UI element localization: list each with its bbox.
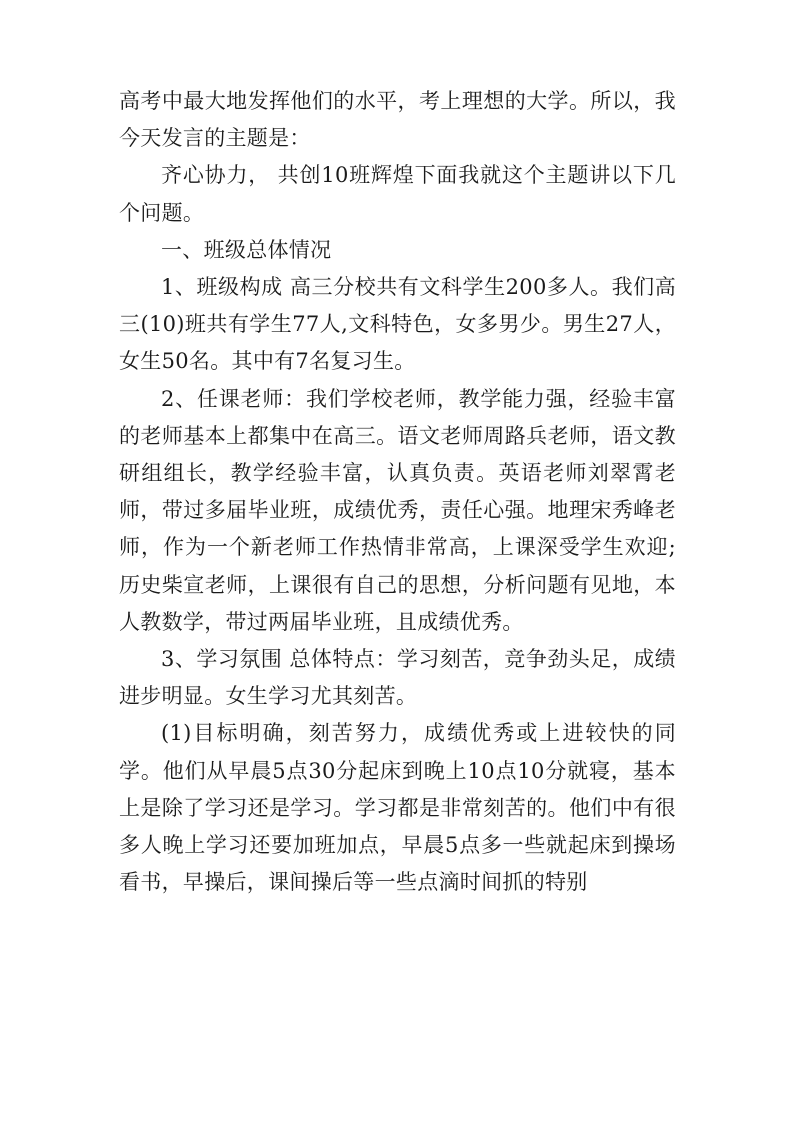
paragraph-intro-continuation: 高考中最大地发挥他们的水平，考上理想的大学。所以，我今天发言的主题是： [119,89,676,151]
paragraph-study-atmosphere: 3、学习氛围 总体特点：学习刻苦，竞争劲头足，成绩进步明显。女生学习尤其刻苦。 [119,647,676,709]
document-body [119,83,676,901]
paragraph-class-composition: 1、班级构成 高三分校共有文科学生200多人。我们高三(10)班共有学生77人,文科特色，女多男少。男生27人，女生50名。其中有7名复习生。 [119,275,676,374]
section-heading-class-overview: 一、班级总体情况 [161,237,332,262]
paragraph-teachers: 2、任课老师：我们学校老师，教学能力强，经验丰富的老师基本上都集中在高三。语文老师周路兵老师，语文教研组组长，教学经验丰富，认真负责。英语老师刘翠霄老师，带过多届毕业班，成绩优秀，责任心强。地理宋秀峰老师，作为一个新老师工作热情非常高，上课深受学生欢迎;历史柴宣老师，上课很有自己的思想，分析问题有见地，本人教数学，带过两届毕业班，且成绩优秀。 [119,386,676,634]
paragraph-diligent-students: (1)目标明确，刻苦努力，成绩优秀或上进较快的同学。他们从早晨5点30分起床到晚上10点10分就寝，基本上是除了学习还是学习。学习都是非常刻苦的。他们中有很多人晚上学习还要加班加点，早晨5点多一些就起床到操场看书，早操后，课间操后等一些点滴时间抓的特别 [119,721,676,895]
paragraph-theme: 齐心协力， 共创10班辉煌下面我就这个主题讲以下几个问题。 [119,163,676,225]
